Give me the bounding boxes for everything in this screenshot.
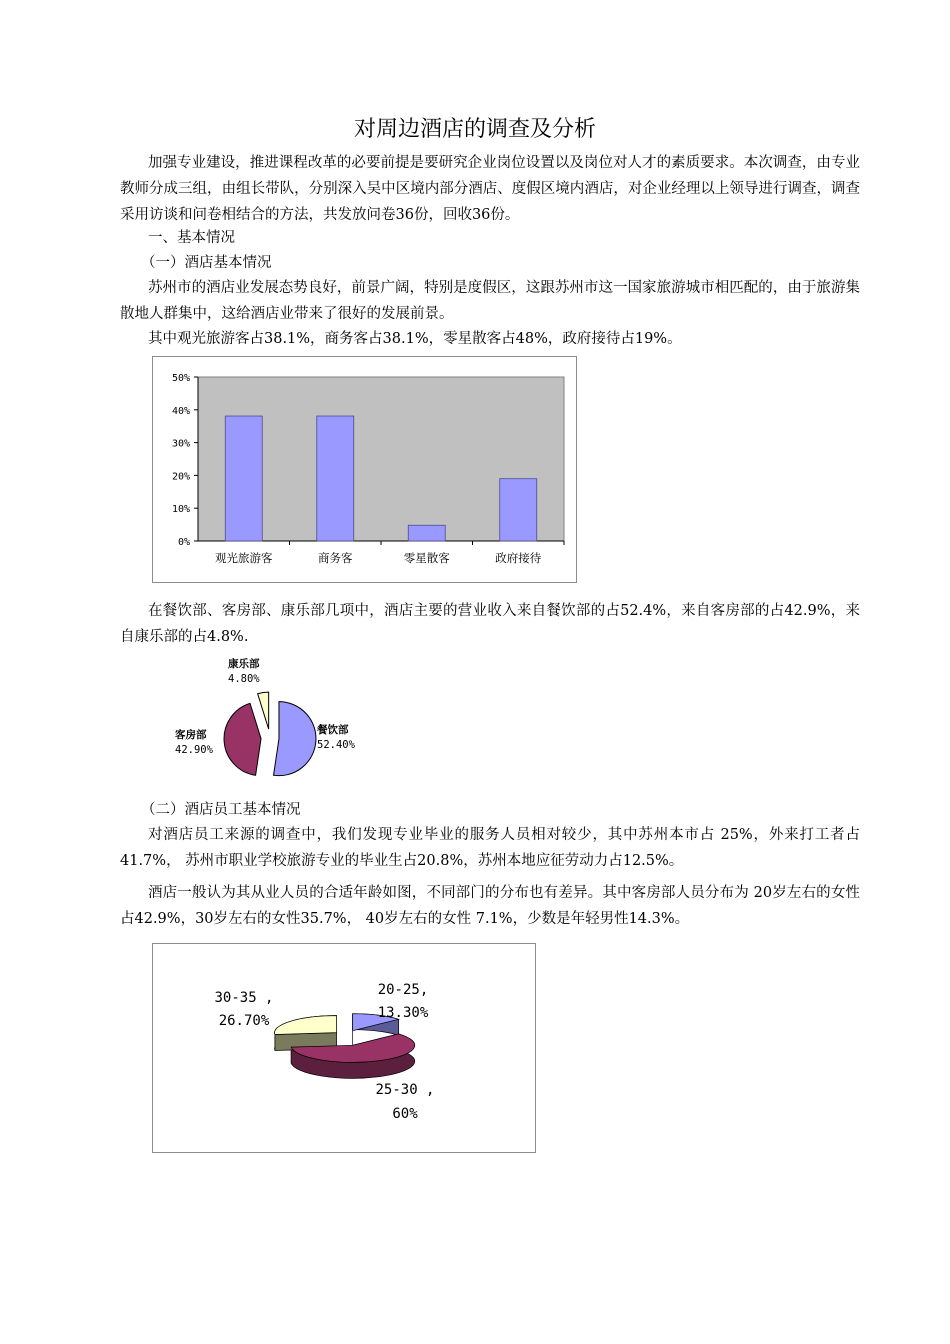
age-pie-chart — [152, 943, 536, 1153]
slice-percent-label: 52.40% — [317, 739, 355, 751]
bar — [317, 416, 354, 541]
y-tick-label: 30% — [171, 438, 190, 450]
y-tick-label: 20% — [171, 471, 190, 483]
slice-label: 客房部 — [175, 729, 207, 741]
revenue-paragraph: 在餐饮部、客房部、康乐部几项中，酒店主要的营业收入来自餐饮部的占52.4%，来自客房部的占42.9%，来自康乐部的占4.8%. — [120, 603, 860, 645]
subsection-heading-hotel: （一）酒店基本情况 — [141, 255, 272, 271]
slice-percent-label: 4.80% — [228, 673, 260, 685]
y-tick-label: 10% — [171, 504, 190, 516]
staff-source-paragraph: 对酒店员工来源的调查中，我们发现专业毕业的服务人员相对较少，其中苏州本市占 25%，外来打工者占41.7%， 苏州市职业学校旅游专业的毕业生占20.8%，苏州本地应征劳动力占12.5%。 — [120, 827, 860, 869]
y-tick-label: 40% — [171, 405, 190, 417]
bar-chart-svg — [153, 357, 576, 582]
guest-share-paragraph: 其中观光旅游客占38.1%，商务客占38.1%，零星散客占48%，政府接待占19%。 — [148, 331, 682, 347]
y-tick-label: 50% — [171, 373, 190, 384]
x-tick-label: 零星散客 — [403, 551, 450, 565]
slice-percent-label: 60% — [392, 1106, 418, 1122]
y-tick-label: 0% — [177, 537, 190, 548]
revenue-pie-chart — [160, 650, 400, 785]
slice-percent-label: 42.90% — [175, 744, 213, 756]
guest-type-bar-chart — [152, 356, 577, 583]
pie-slice — [224, 703, 261, 775]
bar — [408, 525, 445, 541]
slice-label: 餐饮部 — [317, 724, 349, 736]
bar — [225, 416, 262, 541]
staff-age-paragraph: 酒店一般认为其从业人员的合适年龄如图，不同部门的分布也有差异。其中客房部人员分布为 20岁左右的女性占42.9%，30岁左右的女性35.7%， 40岁左右的女性 7.1%，少数是年轻男性14.3%。 — [120, 885, 860, 927]
page-title: 对周边酒店的调查及分析 — [353, 117, 596, 142]
slice-label: 20-25, — [377, 982, 429, 998]
x-tick-label: 商务客 — [318, 551, 353, 565]
pie-slice — [274, 702, 316, 776]
age-pie-svg — [153, 944, 535, 1152]
pie-slice — [275, 1016, 337, 1035]
slice-percent-label: 13.30% — [377, 1005, 429, 1021]
subsection-heading-staff: （二）酒店员工基本情况 — [141, 802, 301, 818]
section-heading-basic: 一、基本情况 — [148, 230, 235, 246]
pie-slice — [258, 692, 269, 729]
x-tick-label: 观光旅游客 — [215, 551, 273, 565]
slice-percent-label: 26.70% — [218, 1013, 270, 1029]
slice-label: 康乐部 — [228, 658, 260, 670]
slice-label: 25-30 , — [375, 1082, 435, 1098]
slice-label: 30-35 , — [214, 990, 274, 1006]
intro-paragraph: 加强专业建设，推进课程改革的必要前提是要研究企业岗位设置以及岗位对人才的素质要求。本次调查，由专业教师分成三组，由组长带队，分别深入吴中区境内部分酒店、度假区境内酒店，对企业经理以上领导进行调查，调查采用访谈和问卷相结合的方法，共发放问卷36份，回收36份。 — [120, 155, 860, 223]
x-tick-label: 政府接待 — [495, 551, 542, 565]
bar — [500, 479, 537, 541]
hotel-industry-paragraph: 苏州市的酒店业发展态势良好，前景广阔，特别是度假区，这跟苏州市这一国家旅游城市相匹配的，由于旅游集散地人群集中，这给酒店业带来了很好的发展前景。 — [120, 280, 860, 322]
